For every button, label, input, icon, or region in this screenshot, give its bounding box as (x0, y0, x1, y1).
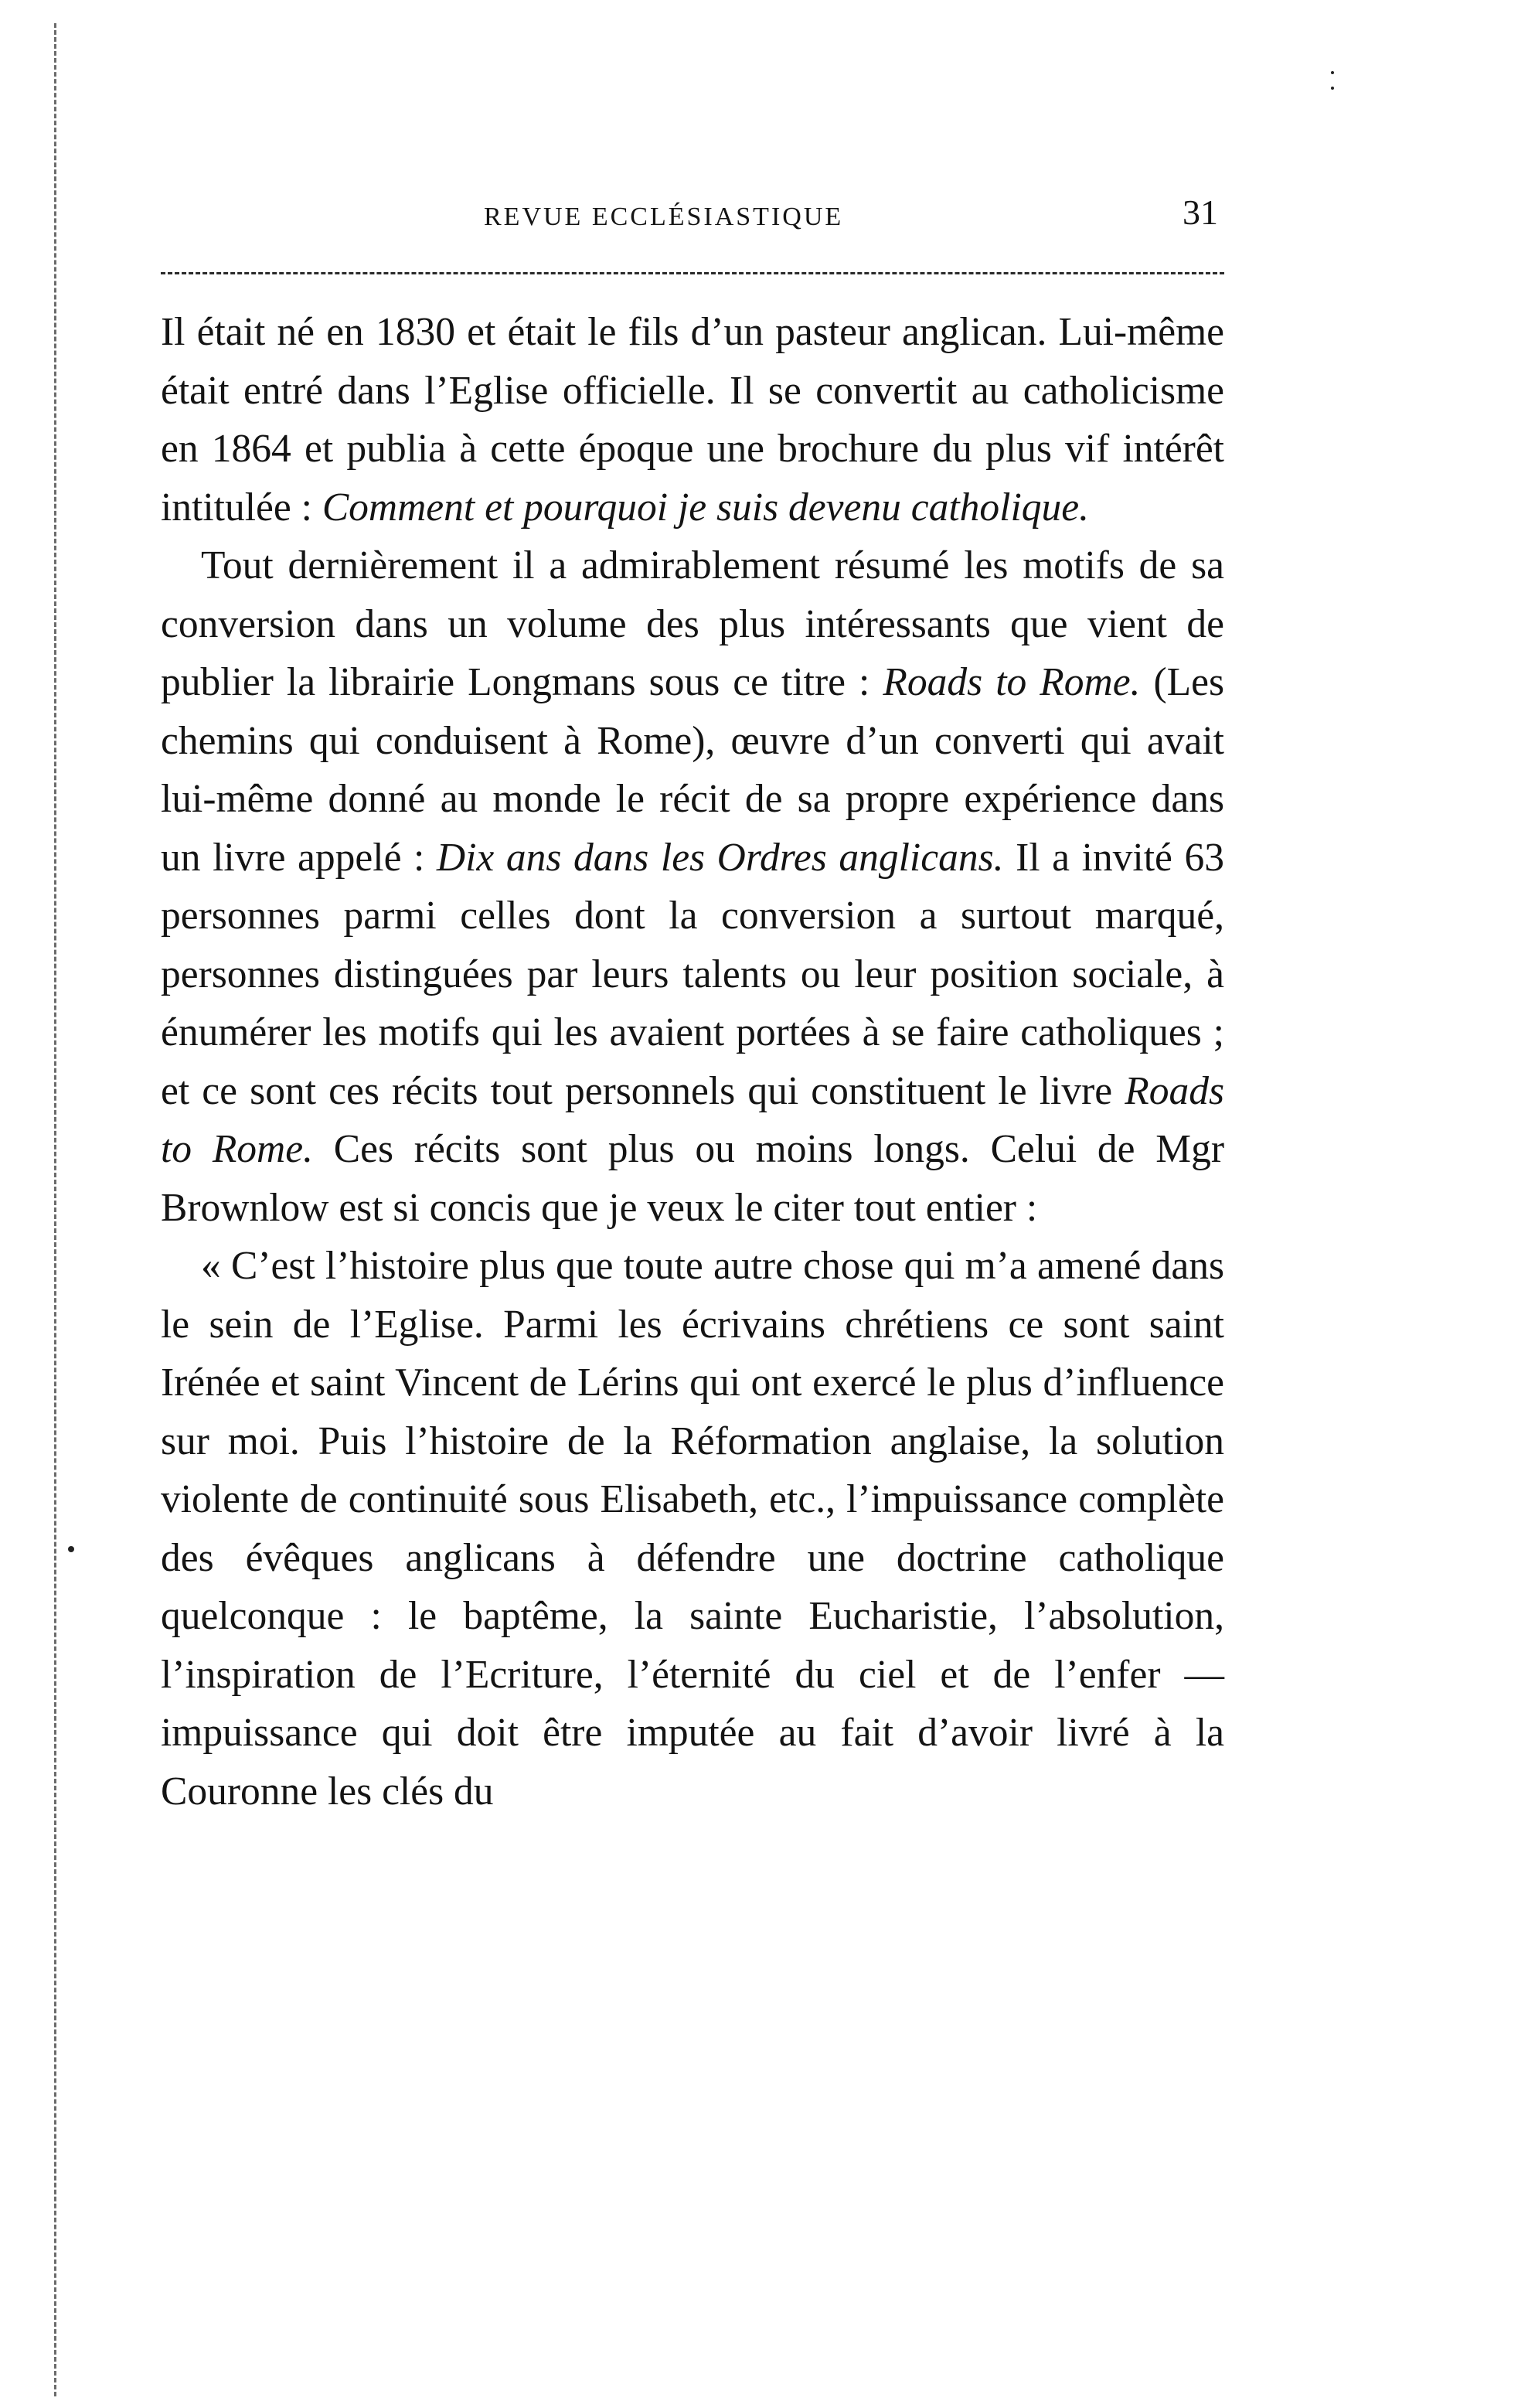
italic-title: Dix ans dans les Ordres anglicans. (436, 835, 1004, 880)
text-run: « C’est l’histoire plus que toute autre chose qui m’a amené dans le sein de l’Eglise. Parmi les écrivains chrétiens ce sont saint Irénée et saint Vincent de Lérins qui ont exercé le plus d’influence sur moi. Puis l’histoire de la Réformation anglaise, la solution violente de continuité sous Elisabeth, etc., l’impuissance complète des évêques anglicans à défendre une doctrine catholique quelconque : le baptême, la sainte Eucharistie, l’absolution, l’inspiration de l’Ecriture, l’éternité du ciel et de l’enfer — impuissance qui doit être imputée au fait d’avoir livré à la Couronne les clés du (161, 1244, 1224, 1814)
paragraph (161, 303, 1224, 536)
text-run: Il était né en 1830 et était le fils d’un pasteur anglican. Lui-même était entré dans l’Eglise officielle. Il se convertit au catholicisme en 1864 et publia à cette époque une brochure du plus vif intérêt intitulée : (161, 310, 1224, 530)
paragraph (161, 536, 1224, 1237)
scan-margin-line (54, 23, 56, 2396)
text-run: Tout dernièrement il a admirablement résumé les motifs de sa conversion dans un volume des plus intéressants que vient de publier la librairie Longmans sous ce titre : (161, 543, 1224, 704)
italic-title: Roads to Rome. (161, 1068, 1224, 1171)
scan-speck (1331, 87, 1334, 90)
header-rule (161, 272, 1224, 274)
text-run: Il a invité 63 personnes parmi celles dont la conversion a surtout marqué, personnes distinguées par leurs talents ou leur position sociale, à énumérer les motifs qui les avaient portées à se faire catholiques ; et ce sont ces récits tout personnels qui constituent le livre (161, 835, 1224, 1113)
text-run: (Les chemins qui conduisent à Rome), œuvre d’un converti qui avait lui-même donné au monde le récit de sa propre expérience dans un livre appelé : (161, 660, 1224, 880)
page-number: 31 (1183, 192, 1218, 232)
scan-speck (68, 1546, 74, 1552)
paragraph (161, 1237, 1224, 1820)
scan-speck (1331, 71, 1334, 74)
page-header (484, 186, 1218, 247)
italic-title: Roads to Rome. (883, 660, 1141, 704)
italic-title: Comment et pourquoi je suis devenu catholique. (322, 485, 1089, 530)
running-title: REVUE ECCLÉSIASTIQUE (484, 203, 844, 231)
body-text (161, 303, 1224, 1820)
text-run: Ces récits sont plus ou moins longs. Celui de Mgr Brownlow est si concis que je veux le citer tout entier : (161, 1127, 1225, 1230)
